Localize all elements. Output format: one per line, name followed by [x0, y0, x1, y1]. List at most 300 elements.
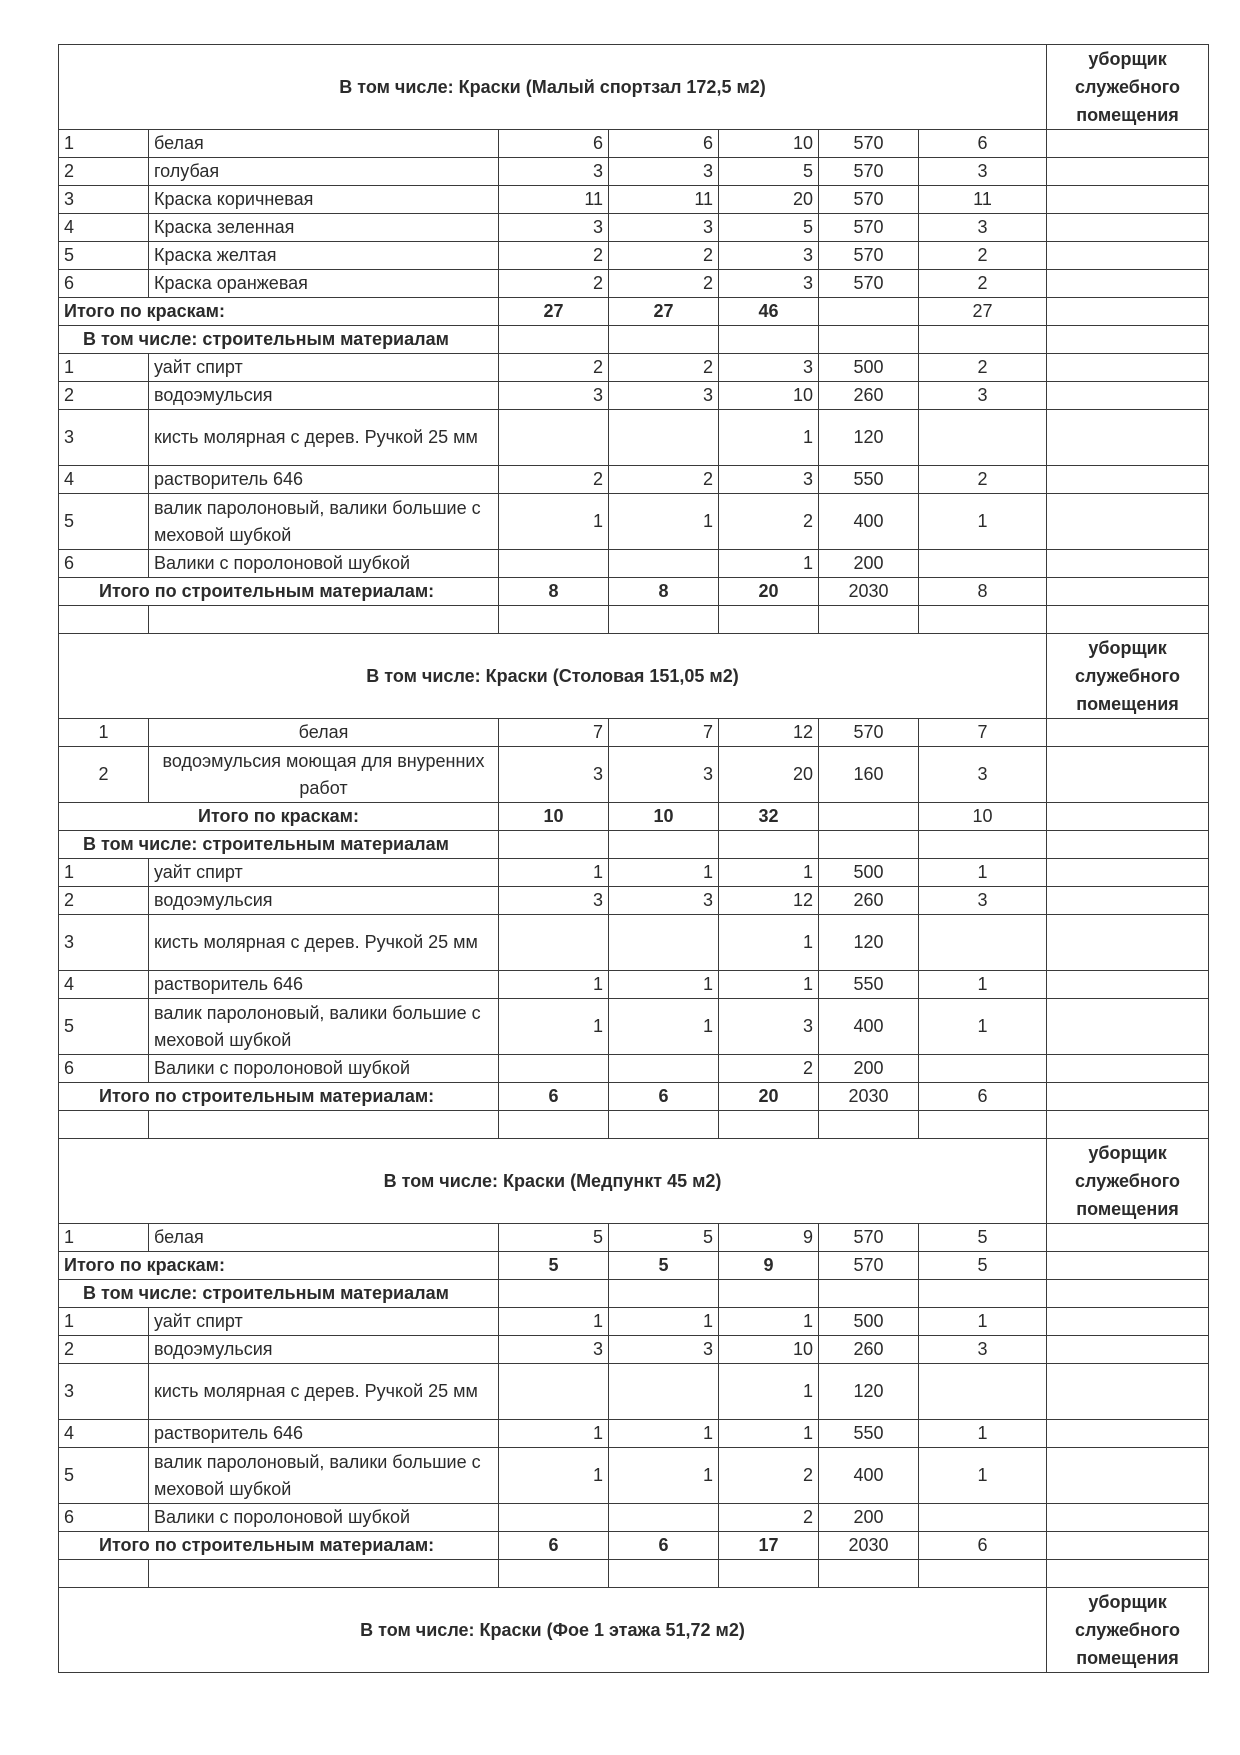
material-row — [59, 887, 1209, 915]
price-cell: 2030 — [819, 1083, 919, 1111]
empty-cell — [919, 1280, 1047, 1308]
qty-cell-1: 3 — [499, 158, 609, 186]
empty-cell — [1047, 1252, 1209, 1280]
qty-cell-3: 3 — [719, 354, 819, 382]
side-label: уборщик служебного помещения — [1047, 1139, 1209, 1224]
section-title: В том числе: Краски (Столовая 151,05 м2) — [59, 634, 1047, 719]
section-header-row — [59, 1588, 1209, 1673]
qty-cell-2 — [609, 915, 719, 971]
section-header-row — [59, 45, 1209, 130]
qty-cell-2: 2 — [609, 270, 719, 298]
total-label: Итого по краскам: — [59, 1252, 499, 1280]
qty-cell-5 — [919, 1364, 1047, 1420]
empty-cell — [59, 606, 149, 634]
price-cell: 570 — [819, 242, 919, 270]
section-header-row — [59, 1139, 1209, 1224]
qty-cell-3: 2 — [719, 1504, 819, 1532]
materials-header: В том числе: строительным материалам — [59, 831, 499, 859]
qty-cell-5: 2 — [919, 242, 1047, 270]
empty-cell — [819, 1560, 919, 1588]
qty-cell-1: 5 — [499, 1224, 609, 1252]
price-cell: 570 — [819, 130, 919, 158]
row-index: 3 — [59, 915, 149, 971]
qty-cell-3: 20 — [719, 1083, 819, 1111]
qty-cell-5: 1 — [919, 971, 1047, 999]
paint-materials-table — [58, 44, 1209, 1673]
qty-cell-1 — [499, 410, 609, 466]
qty-cell-3: 2 — [719, 494, 819, 550]
qty-cell-1 — [499, 1504, 609, 1532]
qty-cell-3: 17 — [719, 1532, 819, 1560]
qty-cell-2: 1 — [609, 971, 719, 999]
empty-cell — [149, 1111, 499, 1139]
item-name: Краска оранжевая — [149, 270, 499, 298]
empty-cell — [719, 606, 819, 634]
empty-cell — [1047, 382, 1209, 410]
qty-cell-2: 2 — [609, 242, 719, 270]
qty-cell-2: 5 — [609, 1252, 719, 1280]
row-index: 6 — [59, 550, 149, 578]
item-name: Краска коричневая — [149, 186, 499, 214]
price-cell: 260 — [819, 887, 919, 915]
price-cell: 570 — [819, 270, 919, 298]
item-name: белая — [149, 130, 499, 158]
total-label: Итого по строительным материалам: — [59, 1083, 499, 1111]
empty-cell — [499, 326, 609, 354]
qty-cell-1: 2 — [499, 466, 609, 494]
qty-cell-1: 6 — [499, 1083, 609, 1111]
materials-header-row — [59, 1280, 1209, 1308]
empty-cell — [149, 1560, 499, 1588]
qty-cell-2: 6 — [609, 130, 719, 158]
item-name: Валики с поролоновой шубкой — [149, 1055, 499, 1083]
qty-cell-1 — [499, 1055, 609, 1083]
qty-cell-2: 1 — [609, 999, 719, 1055]
empty-cell — [819, 606, 919, 634]
row-index: 6 — [59, 270, 149, 298]
qty-cell-2: 10 — [609, 803, 719, 831]
material-row — [59, 382, 1209, 410]
qty-cell-1: 1 — [499, 494, 609, 550]
qty-cell-5 — [919, 1055, 1047, 1083]
material-row — [59, 1336, 1209, 1364]
item-name: водоэмульсия — [149, 1336, 499, 1364]
empty-cell — [59, 1560, 149, 1588]
side-label: уборщик служебного помещения — [1047, 634, 1209, 719]
empty-cell — [1047, 1560, 1209, 1588]
price-cell: 400 — [819, 1448, 919, 1504]
spacer-row — [59, 1111, 1209, 1139]
qty-cell-3: 20 — [719, 186, 819, 214]
price-cell — [819, 298, 919, 326]
qty-cell-3: 3 — [719, 466, 819, 494]
item-name: Валики с поролоновой шубкой — [149, 1504, 499, 1532]
qty-cell-1: 2 — [499, 270, 609, 298]
qty-cell-5: 3 — [919, 382, 1047, 410]
qty-cell-2: 2 — [609, 354, 719, 382]
qty-cell-5 — [919, 410, 1047, 466]
item-name: уайт спирт — [149, 1308, 499, 1336]
empty-cell — [919, 606, 1047, 634]
spacer-row — [59, 606, 1209, 634]
row-index: 4 — [59, 466, 149, 494]
row-index: 2 — [59, 382, 149, 410]
paint-row — [59, 747, 1209, 803]
materials-total-row — [59, 1532, 1209, 1560]
empty-cell — [609, 326, 719, 354]
price-cell: 2030 — [819, 1532, 919, 1560]
material-row — [59, 859, 1209, 887]
empty-cell — [719, 1111, 819, 1139]
qty-cell-2: 1 — [609, 1448, 719, 1504]
paint-row — [59, 242, 1209, 270]
qty-cell-3: 3 — [719, 999, 819, 1055]
item-name: голубая — [149, 158, 499, 186]
price-cell: 120 — [819, 915, 919, 971]
qty-cell-3: 20 — [719, 747, 819, 803]
material-row — [59, 1308, 1209, 1336]
material-row — [59, 1504, 1209, 1532]
item-name: кисть молярная с дерев. Ручкой 25 мм — [149, 1364, 499, 1420]
price-cell: 570 — [819, 719, 919, 747]
empty-cell — [499, 831, 609, 859]
price-cell: 2030 — [819, 578, 919, 606]
empty-cell — [1047, 242, 1209, 270]
qty-cell-3: 20 — [719, 578, 819, 606]
empty-cell — [1047, 1111, 1209, 1139]
total-label: Итого по краскам: — [59, 803, 499, 831]
qty-cell-2: 1 — [609, 859, 719, 887]
row-index: 4 — [59, 971, 149, 999]
price-cell: 570 — [819, 158, 919, 186]
qty-cell-5: 1 — [919, 1308, 1047, 1336]
qty-cell-1 — [499, 550, 609, 578]
qty-cell-1: 1 — [499, 971, 609, 999]
qty-cell-5: 10 — [919, 803, 1047, 831]
empty-cell — [1047, 158, 1209, 186]
qty-cell-3: 1 — [719, 1364, 819, 1420]
paint-row — [59, 719, 1209, 747]
qty-cell-1: 3 — [499, 747, 609, 803]
qty-cell-2 — [609, 410, 719, 466]
qty-cell-2: 3 — [609, 382, 719, 410]
qty-cell-5: 2 — [919, 466, 1047, 494]
empty-cell — [609, 1280, 719, 1308]
qty-cell-1: 1 — [499, 1448, 609, 1504]
qty-cell-5: 1 — [919, 1420, 1047, 1448]
empty-cell — [1047, 859, 1209, 887]
qty-cell-5: 3 — [919, 214, 1047, 242]
item-name: кисть молярная с дерев. Ручкой 25 мм — [149, 410, 499, 466]
qty-cell-1: 3 — [499, 887, 609, 915]
qty-cell-3: 2 — [719, 1448, 819, 1504]
qty-cell-5: 2 — [919, 354, 1047, 382]
qty-cell-1: 10 — [499, 803, 609, 831]
qty-cell-2 — [609, 1364, 719, 1420]
empty-cell — [1047, 915, 1209, 971]
qty-cell-1: 3 — [499, 382, 609, 410]
side-label: уборщик служебного помещения — [1047, 45, 1209, 130]
row-index: 1 — [59, 1224, 149, 1252]
material-row — [59, 1055, 1209, 1083]
empty-cell — [1047, 719, 1209, 747]
qty-cell-5: 2 — [919, 270, 1047, 298]
empty-cell — [1047, 466, 1209, 494]
price-cell: 120 — [819, 1364, 919, 1420]
empty-cell — [1047, 1055, 1209, 1083]
empty-cell — [1047, 410, 1209, 466]
qty-cell-1: 6 — [499, 1532, 609, 1560]
price-cell: 120 — [819, 410, 919, 466]
empty-cell — [1047, 803, 1209, 831]
empty-cell — [719, 831, 819, 859]
qty-cell-1: 3 — [499, 214, 609, 242]
qty-cell-5: 5 — [919, 1252, 1047, 1280]
price-cell: 200 — [819, 1055, 919, 1083]
empty-cell — [819, 831, 919, 859]
materials-header: В том числе: строительным материалам — [59, 326, 499, 354]
qty-cell-5 — [919, 550, 1047, 578]
qty-cell-1: 1 — [499, 1308, 609, 1336]
qty-cell-3: 12 — [719, 719, 819, 747]
material-row — [59, 971, 1209, 999]
item-name: валик паролоновый, валики большие с меховой шубкой — [149, 999, 499, 1055]
material-row — [59, 1364, 1209, 1420]
empty-cell — [609, 831, 719, 859]
empty-cell — [1047, 354, 1209, 382]
qty-cell-3: 46 — [719, 298, 819, 326]
material-row — [59, 1448, 1209, 1504]
qty-cell-5 — [919, 915, 1047, 971]
total-label: Итого по строительным материалам: — [59, 578, 499, 606]
price-cell: 570 — [819, 214, 919, 242]
material-row — [59, 410, 1209, 466]
qty-cell-1: 5 — [499, 1252, 609, 1280]
qty-cell-1: 2 — [499, 242, 609, 270]
section-header-row — [59, 634, 1209, 719]
material-row — [59, 915, 1209, 971]
row-index: 3 — [59, 1364, 149, 1420]
qty-cell-1 — [499, 915, 609, 971]
qty-cell-3: 12 — [719, 887, 819, 915]
qty-cell-5: 6 — [919, 130, 1047, 158]
qty-cell-2: 1 — [609, 494, 719, 550]
qty-cell-5: 8 — [919, 578, 1047, 606]
price-cell: 260 — [819, 1336, 919, 1364]
empty-cell — [499, 1560, 609, 1588]
empty-cell — [1047, 270, 1209, 298]
qty-cell-2: 27 — [609, 298, 719, 326]
material-row — [59, 1420, 1209, 1448]
section-title: В том числе: Краски (Медпункт 45 м2) — [59, 1139, 1047, 1224]
qty-cell-2: 1 — [609, 1420, 719, 1448]
price-cell: 570 — [819, 1252, 919, 1280]
item-name: водоэмульсия моющая для внуренних работ — [149, 747, 499, 803]
empty-cell — [919, 1111, 1047, 1139]
empty-cell — [1047, 298, 1209, 326]
qty-cell-5: 3 — [919, 747, 1047, 803]
qty-cell-2: 3 — [609, 887, 719, 915]
qty-cell-3: 1 — [719, 1308, 819, 1336]
item-name: растворитель 646 — [149, 466, 499, 494]
empty-cell — [609, 1111, 719, 1139]
materials-total-row — [59, 1083, 1209, 1111]
row-index: 3 — [59, 186, 149, 214]
paint-total-row — [59, 803, 1209, 831]
qty-cell-1: 1 — [499, 859, 609, 887]
qty-cell-5: 3 — [919, 887, 1047, 915]
qty-cell-5: 1 — [919, 1448, 1047, 1504]
price-cell: 570 — [819, 1224, 919, 1252]
empty-cell — [919, 831, 1047, 859]
paint-total-row — [59, 1252, 1209, 1280]
qty-cell-5: 6 — [919, 1083, 1047, 1111]
empty-cell — [919, 1560, 1047, 1588]
price-cell — [819, 803, 919, 831]
empty-cell — [1047, 1224, 1209, 1252]
empty-cell — [1047, 971, 1209, 999]
qty-cell-2: 8 — [609, 578, 719, 606]
qty-cell-5: 3 — [919, 1336, 1047, 1364]
row-index: 1 — [59, 859, 149, 887]
qty-cell-2: 3 — [609, 1336, 719, 1364]
empty-cell — [819, 1280, 919, 1308]
qty-cell-2: 7 — [609, 719, 719, 747]
qty-cell-3: 10 — [719, 130, 819, 158]
empty-cell — [1047, 831, 1209, 859]
spacer-row — [59, 1560, 1209, 1588]
qty-cell-2: 3 — [609, 747, 719, 803]
material-row — [59, 494, 1209, 550]
empty-cell — [719, 1280, 819, 1308]
price-cell: 550 — [819, 1420, 919, 1448]
qty-cell-2: 6 — [609, 1532, 719, 1560]
material-row — [59, 999, 1209, 1055]
qty-cell-3: 10 — [719, 1336, 819, 1364]
qty-cell-1: 6 — [499, 130, 609, 158]
qty-cell-3: 9 — [719, 1252, 819, 1280]
qty-cell-2: 5 — [609, 1224, 719, 1252]
empty-cell — [1047, 214, 1209, 242]
qty-cell-2 — [609, 1055, 719, 1083]
qty-cell-5 — [919, 1504, 1047, 1532]
row-index: 3 — [59, 410, 149, 466]
empty-cell — [1047, 186, 1209, 214]
side-label: уборщик служебного помещения — [1047, 1588, 1209, 1673]
empty-cell — [919, 326, 1047, 354]
qty-cell-5: 11 — [919, 186, 1047, 214]
price-cell: 400 — [819, 494, 919, 550]
row-index: 1 — [59, 719, 149, 747]
row-index: 5 — [59, 242, 149, 270]
item-name: растворитель 646 — [149, 971, 499, 999]
material-row — [59, 354, 1209, 382]
qty-cell-2: 6 — [609, 1083, 719, 1111]
qty-cell-3: 1 — [719, 859, 819, 887]
item-name: валик паролоновый, валики большие с меховой шубкой — [149, 1448, 499, 1504]
empty-cell — [1047, 606, 1209, 634]
qty-cell-1 — [499, 1364, 609, 1420]
price-cell: 160 — [819, 747, 919, 803]
qty-cell-5: 5 — [919, 1224, 1047, 1252]
item-name: водоэмульсия — [149, 887, 499, 915]
qty-cell-1: 2 — [499, 354, 609, 382]
qty-cell-3: 5 — [719, 158, 819, 186]
section-title: В том числе: Краски (Фое 1 этажа 51,72 м2) — [59, 1588, 1047, 1673]
row-index: 5 — [59, 494, 149, 550]
row-index: 1 — [59, 1308, 149, 1336]
materials-header-row — [59, 326, 1209, 354]
empty-cell — [1047, 130, 1209, 158]
qty-cell-1: 3 — [499, 1336, 609, 1364]
row-index: 1 — [59, 354, 149, 382]
price-cell: 500 — [819, 354, 919, 382]
item-name: белая — [149, 719, 499, 747]
qty-cell-5: 1 — [919, 859, 1047, 887]
row-index: 5 — [59, 1448, 149, 1504]
qty-cell-3: 3 — [719, 270, 819, 298]
qty-cell-2: 1 — [609, 1308, 719, 1336]
materials-total-row — [59, 578, 1209, 606]
empty-cell — [1047, 1280, 1209, 1308]
qty-cell-3: 9 — [719, 1224, 819, 1252]
price-cell: 570 — [819, 186, 919, 214]
materials-header: В том числе: строительным материалам — [59, 1280, 499, 1308]
item-name: уайт спирт — [149, 859, 499, 887]
item-name: белая — [149, 1224, 499, 1252]
price-cell: 400 — [819, 999, 919, 1055]
qty-cell-3: 1 — [719, 410, 819, 466]
empty-cell — [59, 1111, 149, 1139]
qty-cell-2: 11 — [609, 186, 719, 214]
qty-cell-3: 1 — [719, 915, 819, 971]
empty-cell — [1047, 747, 1209, 803]
row-index: 2 — [59, 1336, 149, 1364]
empty-cell — [1047, 578, 1209, 606]
item-name: Валики с поролоновой шубкой — [149, 550, 499, 578]
empty-cell — [719, 1560, 819, 1588]
paint-row — [59, 1224, 1209, 1252]
item-name: растворитель 646 — [149, 1420, 499, 1448]
empty-cell — [1047, 1336, 1209, 1364]
qty-cell-1: 1 — [499, 999, 609, 1055]
qty-cell-3: 1 — [719, 550, 819, 578]
empty-cell — [1047, 1364, 1209, 1420]
row-index: 6 — [59, 1055, 149, 1083]
empty-cell — [499, 606, 609, 634]
empty-cell — [1047, 494, 1209, 550]
price-cell: 500 — [819, 859, 919, 887]
empty-cell — [1047, 1532, 1209, 1560]
paint-row — [59, 214, 1209, 242]
empty-cell — [1047, 1083, 1209, 1111]
material-row — [59, 466, 1209, 494]
empty-cell — [719, 326, 819, 354]
qty-cell-2 — [609, 550, 719, 578]
qty-cell-1: 7 — [499, 719, 609, 747]
empty-cell — [1047, 887, 1209, 915]
paint-total-row — [59, 298, 1209, 326]
price-cell: 550 — [819, 971, 919, 999]
paint-row — [59, 186, 1209, 214]
price-cell: 200 — [819, 550, 919, 578]
qty-cell-5: 6 — [919, 1532, 1047, 1560]
empty-cell — [1047, 1504, 1209, 1532]
qty-cell-3: 3 — [719, 242, 819, 270]
row-index: 4 — [59, 214, 149, 242]
qty-cell-5: 3 — [919, 158, 1047, 186]
price-cell: 500 — [819, 1308, 919, 1336]
